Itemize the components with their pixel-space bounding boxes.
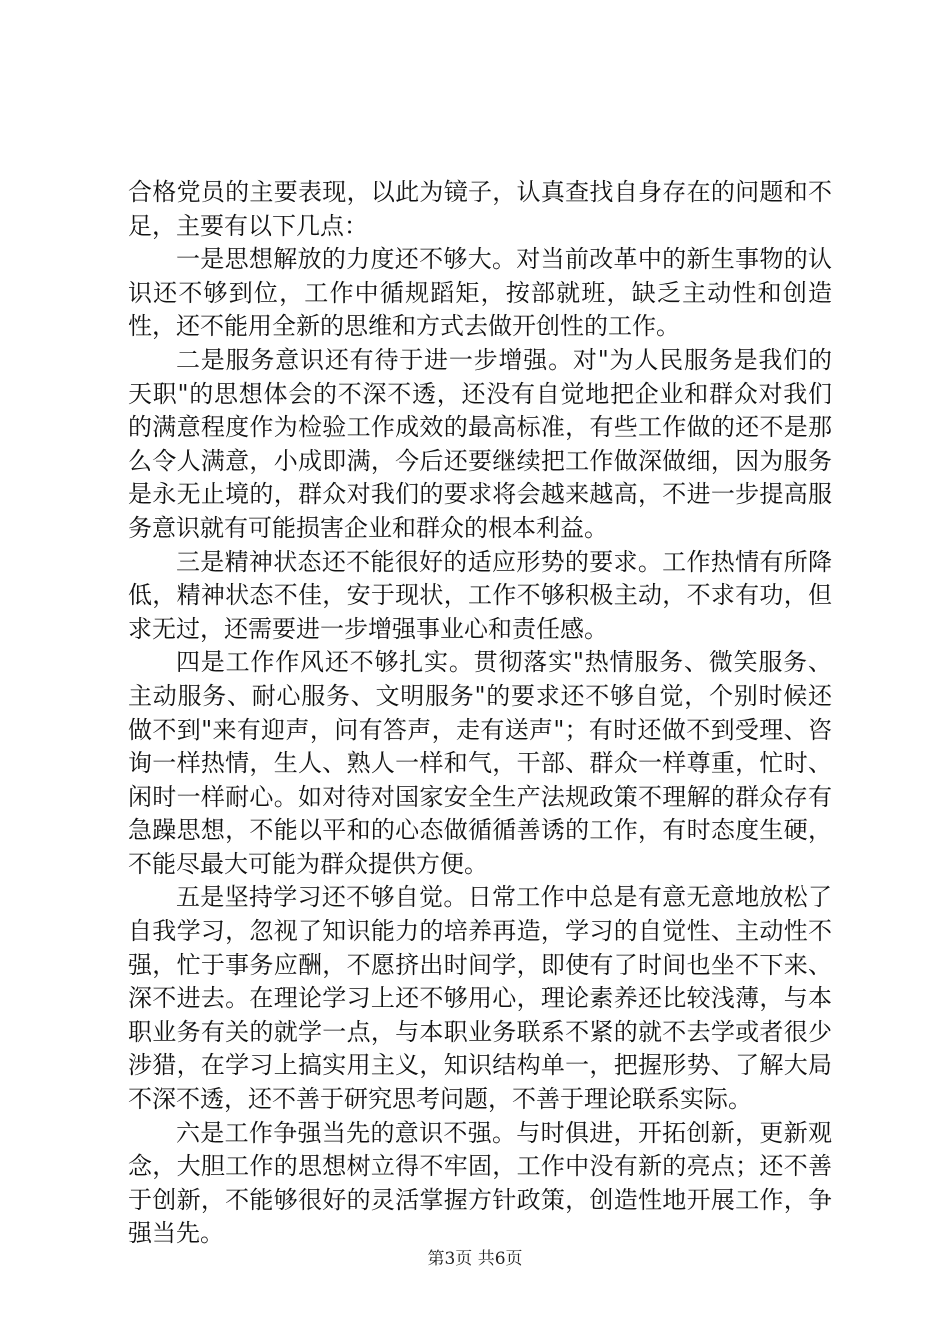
paragraph-point-2: 二是服务意识还有待于进一步增强。对"为人民服务是我们的天职"的思想体会的不深不透，还没有自觉地把企业和群众对我们的满意程度作为检验工作成效的最高标准，有些工作做的还不是那么令人满意，小成即满，今后还要继续把工作做深做细，因为服务是永无止境的，群众对我们的要求将会越来越高，不进一步提高服务意识就有可能损害企业和群众的根本利益。: [128, 345, 832, 542]
paragraph-point-3: 三是精神状态还不能很好的适应形势的要求。工作热情有所降低，精神状态不佳，安于现状，工作不够积极主动，不求有功，但求无过，还需要进一步增强事业心和责任感。: [128, 547, 832, 643]
paragraph-point-1: 一是思想解放的力度还不够大。对当前改革中的新生事物的认识还不够到位，工作中循规蹈矩，按部就班，缺乏主动性和创造性，还不能用全新的思维和方式去做开创性的工作。: [128, 245, 832, 341]
paragraph-point-4: 四是工作作风还不够扎实。贯彻落实"热情服务、微笑服务、主动服务、耐心服务、文明服务"的要求还不够自觉，个别时候还做不到"来有迎声，问有答声，走有送声"；有时还做不到受理、咨询一样热情，生人、熟人一样和气，干部、群众一样尊重，忙时、闲时一样耐心。如对待对国家安全生产法规政策不理解的群众存有急躁思想，不能以平和的心态做循循善诱的工作，有时态度生硬，不能尽最大可能为群众提供方便。: [128, 648, 832, 878]
paragraph-point-6: 六是工作争强当先的意识不强。与时俱进，开拓创新，更新观念，大胆工作的思想树立得不牢固，工作中没有新的亮点；还不善于创新，不能够很好的灵活掌握方针政策，创造性地开展工作，争强当先。: [128, 1118, 832, 1248]
document-body: [128, 176, 832, 1251]
page-number-footer: 第3页 共6页: [427, 1249, 523, 1269]
paragraph-point-5: 五是坚持学习还不够自觉。日常工作中总是有意无意地放松了自我学习，忽视了知识能力的培养再造，学习的自觉性、主动性不强，忙于事务应酬，不愿挤出时间学，即使有了时间也坐不下来、深不进去。在理论学习上还不够用心，理论素养还比较浅薄，与本职业务有关的就学一点，与本职业务联系不紧的就不去学或者很少涉猎，在学习上搞实用主义，知识结构单一，把握形势、了解大局不深不透，还不善于研究思考问题，不善于理论联系实际。: [128, 883, 832, 1114]
paragraph-continuation: 合格党员的主要表现，以此为镜子，认真查找自身存在的问题和不足，主要有以下几点：: [128, 178, 832, 240]
